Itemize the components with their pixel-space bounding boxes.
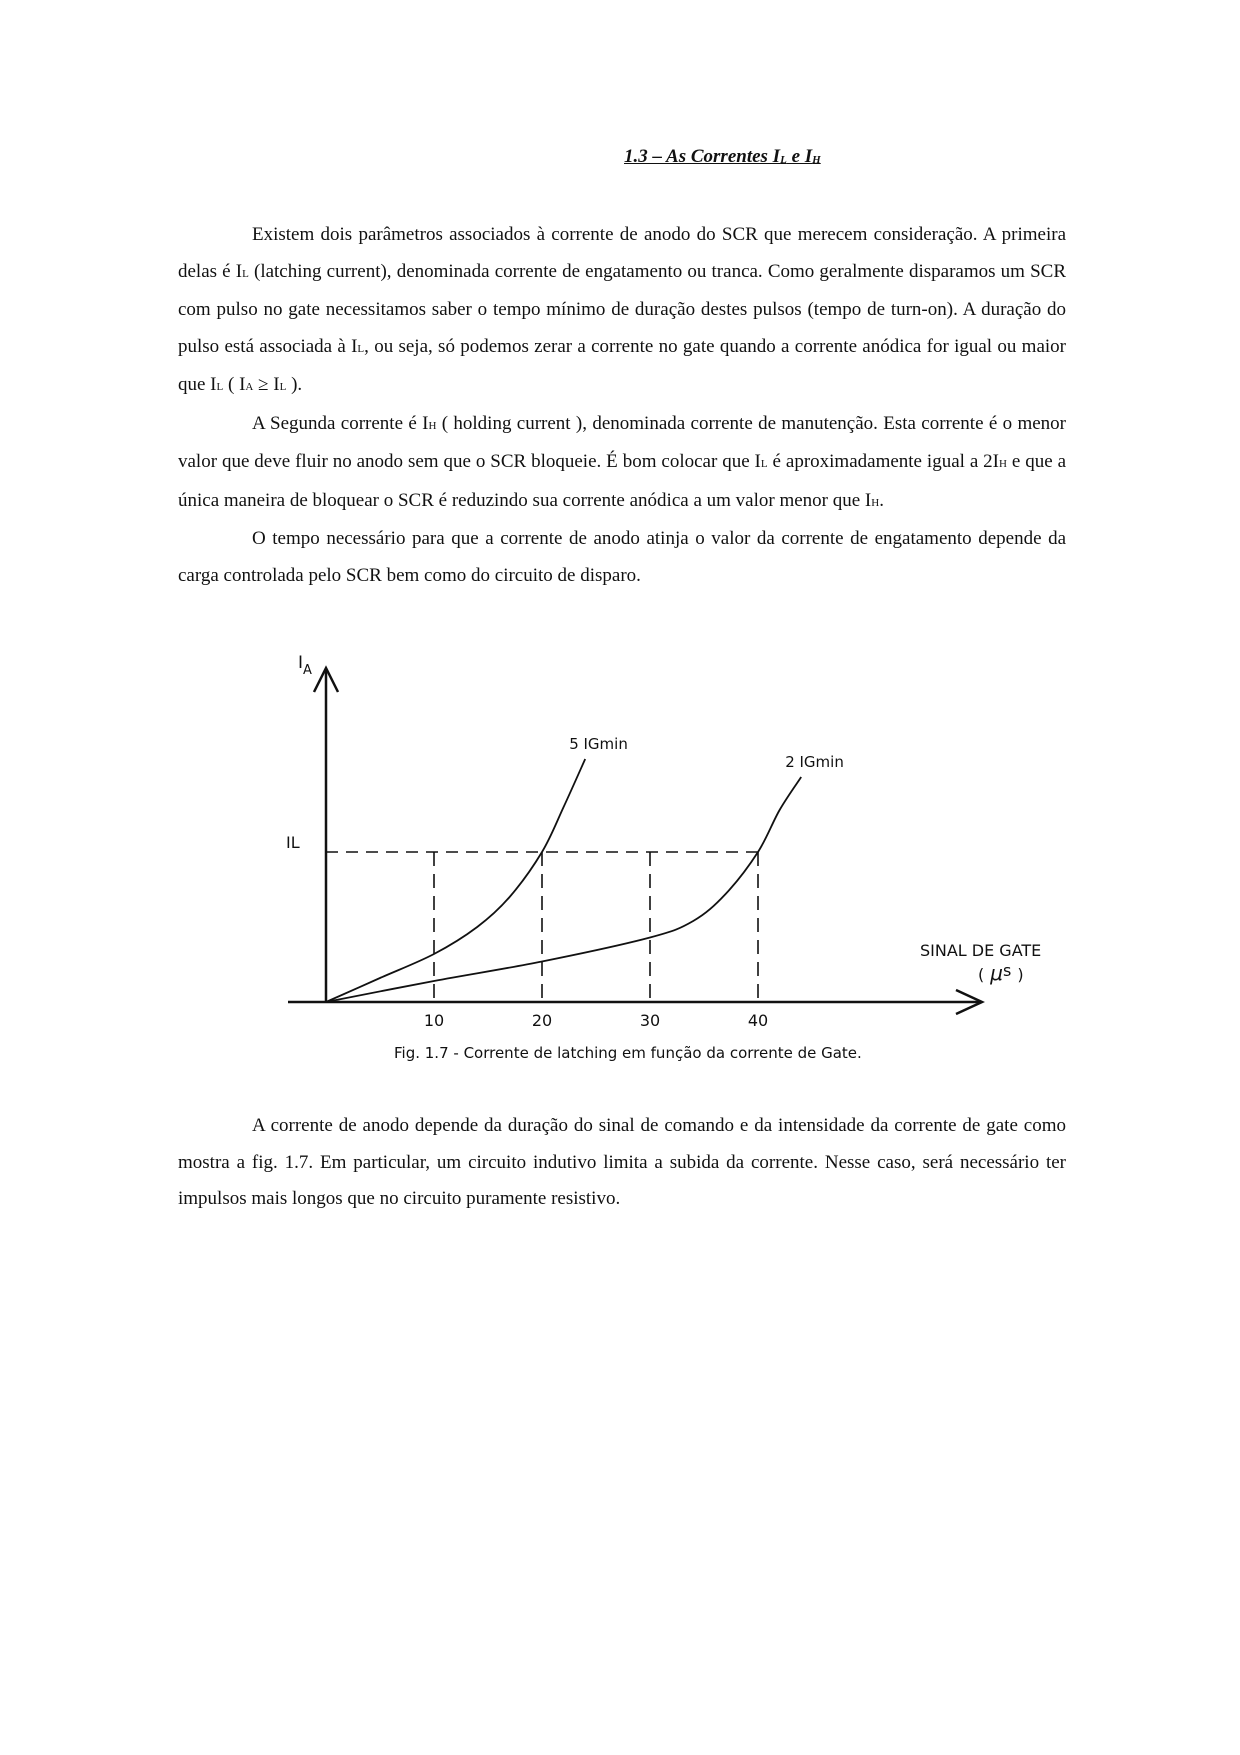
figure-caption: Fig. 1.7 - Corrente de latching em função da corrente de Gate.	[394, 1044, 862, 1062]
curve-label-2-igmin: 2 IGmin	[785, 753, 844, 771]
x-tick-label-10: 10	[423, 1011, 445, 1030]
paragraph-time-required: O tempo necessário para que a corrente de anodo atinja o valor da corrente de engatamento depende da carga controlada pelo SCR bem como do circuito de disparo.	[178, 528, 1066, 586]
curve-5-igmin	[326, 759, 585, 1002]
curve-2-igmin	[326, 777, 801, 1002]
body-text-top	[178, 217, 1066, 594]
x-tick-label-20: 20	[531, 1011, 553, 1030]
figure-1-7	[270, 640, 1050, 1080]
paragraph-figure-discussion: A corrente de anodo depende da duração do sinal de comando e da intensidade da corrente de gate como mostra a fig. 1.7. Em particular, um circuito indutivo limita a subida da corrente. Nesse caso, será necessário ter impulsos mais longos que no circuito puramente resistivo.	[178, 1115, 1066, 1209]
x-tick-label-30: 30	[639, 1011, 661, 1030]
x-axis-label-line1: SINAL DE GATE	[920, 941, 1042, 960]
paragraph-latching-current: Existem dois parâmetros associados à corrente de anodo do SCR que merecem consideração. A primeira delas é IL (latching current), denominada corrente de engatamento ou tranca. Como geralmente disparamos um SCR com pulso no gate necessitamos saber o tempo mínimo de duração destes pulsos (tempo de turn-on). A duração do pulso está associada à IL, ou seja, só podemos zerar a corrente no gate quando a corrente anódica for igual ou maior que IL ( IA ≥ IL ).	[178, 224, 1066, 395]
x-tick-label-40: 40	[747, 1011, 769, 1030]
x-axis-label-line2: ( μs )	[978, 961, 1024, 985]
body-text-bottom	[178, 1108, 1066, 1218]
il-reference-label: IL	[286, 833, 300, 852]
paragraph-holding-current: A Segunda corrente é IH ( holding current ), denominada corrente de manutenção. Esta corrente é o menor valor que deve fluir no anodo sem que o SCR bloqueie. É bom colocar que IL é aproximadamente igual a 2IH e que a única maneira de bloquear o SCR é reduzindo sua corrente anódica a um valor menor que IH.	[178, 412, 1066, 511]
curve-label-5-igmin: 5 IGmin	[569, 735, 628, 753]
latching-current-chart	[270, 640, 1050, 1080]
plot-area	[326, 735, 844, 1030]
section-title: 1.3 – As Correntes $I_L$ e $I_H$	[624, 146, 821, 167]
y-axis-label: $I_A$	[298, 653, 312, 678]
